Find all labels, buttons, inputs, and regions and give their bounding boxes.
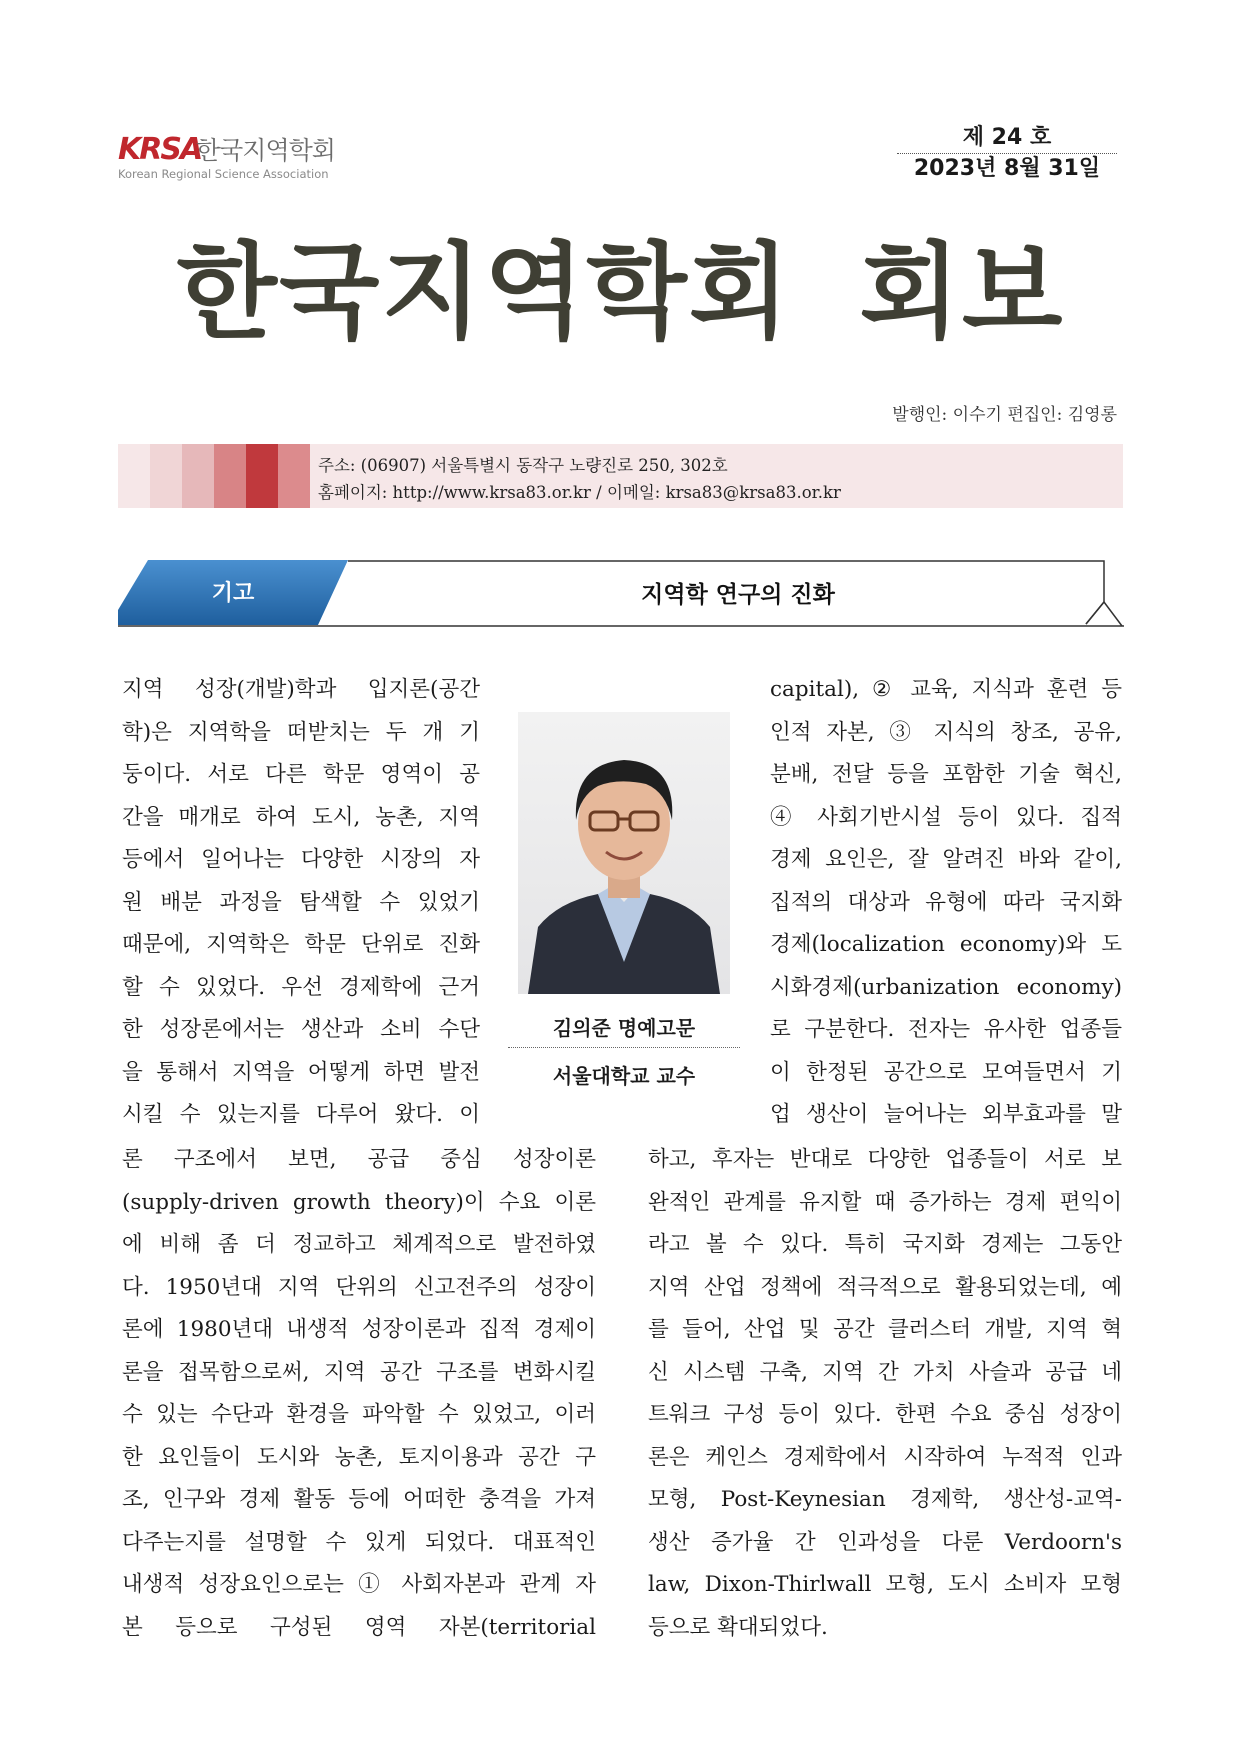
body-line: 등으로 확대되었다. [648,1614,828,1640]
body-line: 생산 증가율 간 인과성을 다룬 Verdoorn's [648,1529,1122,1555]
body-line: 이 한정된 공간으로 모여들면서 기 [770,1059,1122,1085]
body-line: 시화경제(urbanization economy) [770,974,1122,1000]
body-line: 원 배분 과정을 탐색할 수 있었기 [122,889,480,915]
issue-date: 2023년 8월 31일 [913,156,1101,181]
body-line: 에 비해 좀 더 정교하고 체계적으로 발전하였 [122,1232,596,1257]
band-stripe [182,444,214,508]
masthead-title: 한국지역학회 회보 [176,231,1065,353]
logo-subtitle: Korean Regional Science Association [118,167,329,181]
body-line: 트워크 구성 등이 있다. 한편 수요 중심 성장이 [648,1402,1122,1427]
body-line: 하고, 후자는 반대로 다양한 업종들이 서로 보 [648,1147,1122,1172]
logo-mark: KRSA [118,132,202,167]
body-line: 내생적 성장요인으로는 ① 사회자본과 관계 자 [122,1572,596,1597]
band-stripe [246,444,278,508]
body-line: 다주는지를 설명할 수 있게 되었다. 대표적인 [122,1529,596,1555]
body-line: 조, 인구와 경제 활동 등에 어떠한 충격을 가져 [122,1487,596,1512]
body-line: 경제(localization economy)와 도 [770,932,1122,957]
body-line: 할 수 있었다. 우선 경제학에 근거 [122,974,480,1000]
article-header [118,560,1124,628]
body-line: 지역 산업 정책에 적극적으로 활용되었는데, 예 [648,1274,1122,1300]
article-category: 기고 [211,581,255,606]
author-name: 김의준 명예고문 [508,1012,740,1048]
publisher-line: 발행인: 이수기 편집인: 김영롱 [892,405,1117,425]
body-line: 본 등으로 구성된 영역 자본(territorial [122,1614,596,1640]
logo-name: 한국지역학회 [196,136,335,165]
body-line: 분배, 전달 등을 포함한 기술 혁신, [770,762,1122,787]
body-line: 한 성장론에서는 생산과 소비 수단 [122,1017,480,1042]
contact-web: 홈페이지: http://www.krsa83.or.kr / 이메일: krsa83@krsa83.or.kr [318,483,841,502]
issue-info [897,124,1117,184]
body-line: (supply-driven growth theory)이 수요 이론 [122,1189,596,1215]
body-column-left-bottom [122,1139,596,1649]
body-line: 경제 요인은, 잘 알려진 바와 같이, [770,847,1122,872]
body-line: 를 들어, 산업 및 공간 클러스터 개발, 지역 혁 [648,1317,1122,1342]
body-line: 학)은 지역학을 떠받치는 두 개 기 [122,719,480,745]
body-line: capital), ② 교육, 지식과 훈련 등 [770,677,1122,702]
body-line: 시킬 수 있는지를 다루어 왔다. 이 [122,1102,480,1127]
band-stripe [214,444,246,508]
article-title: 지역학 연구의 진화 [641,582,835,608]
band-stripe [278,444,310,508]
body-line: ④ 사회기반시설 등이 있다. 집적 [770,804,1122,830]
body-line: 인적 자본, ③ 지식의 창조, 공유, [770,719,1122,745]
body-line: 때문에, 지역학은 학문 단위로 진화 [122,932,480,957]
contact-band [118,444,1123,508]
body-line: 다. 1950년대 지역 단위의 신고전주의 성장이 [122,1274,596,1300]
body-line: 모형, Post-Keynesian 경제학, 생산성-교역- [648,1487,1122,1512]
author-affiliation: 서울대학교 교수 [552,1064,696,1088]
body-line: 론은 케인스 경제학에서 시작하여 누적적 인과 [648,1444,1122,1470]
body-column-right-top [770,669,1122,1137]
body-line: 로 구분한다. 전자는 유사한 업종들 [770,1017,1122,1042]
body-column-right-bottom [648,1139,1122,1649]
contact-address: 주소: (06907) 서울특별시 동작구 노량진로 250, 302호 [318,456,728,475]
body-line: law, Dixon-Thirlwall 모형, 도시 소비자 모형 [648,1572,1122,1597]
body-line: 론에 1980년대 내생적 성장이론과 집적 경제이 [122,1317,596,1342]
body-line: 간을 매개로 하여 도시, 농촌, 지역 [122,804,480,830]
body-column-left-top [122,669,480,1137]
band-stripe [118,444,150,508]
body-line: 라고 볼 수 있다. 특히 국지화 경제는 그동안 [648,1232,1122,1257]
body-line: 지역 성장(개발)학과 입지론(공간 [122,677,480,702]
body-line: 둥이다. 서로 다른 학문 영역이 공 [122,762,480,787]
body-line: 등에서 일어나는 다양한 시장의 자 [122,847,480,872]
body-line: 완적인 관계를 유지할 때 증가하는 경제 편익이 [648,1189,1122,1215]
issue-number: 제 24 호 [897,124,1117,154]
body-line: 집적의 대상과 유형에 따라 국지화 [770,889,1122,915]
author-photo [518,712,730,994]
band-stripe [150,444,182,508]
body-line: 론을 접목함으로써, 지역 공간 구조를 변화시킬 [122,1359,596,1385]
body-line: 을 통해서 지역을 어떻게 하면 발전 [122,1059,480,1085]
body-line: 업 생산이 늘어나는 외부효과를 말 [770,1102,1122,1127]
body-line: 신 시스템 구축, 지역 간 가치 사슬과 공급 네 [648,1359,1122,1385]
krsa-logo [118,133,338,183]
body-line: 수 있는 수단과 환경을 파악할 수 있었고, 이러 [122,1402,596,1427]
body-line: 한 요인들이 도시와 농촌, 토지이용과 공간 구 [122,1444,596,1470]
body-line: 론 구조에서 보면, 공급 중심 성장이론 [122,1147,596,1172]
